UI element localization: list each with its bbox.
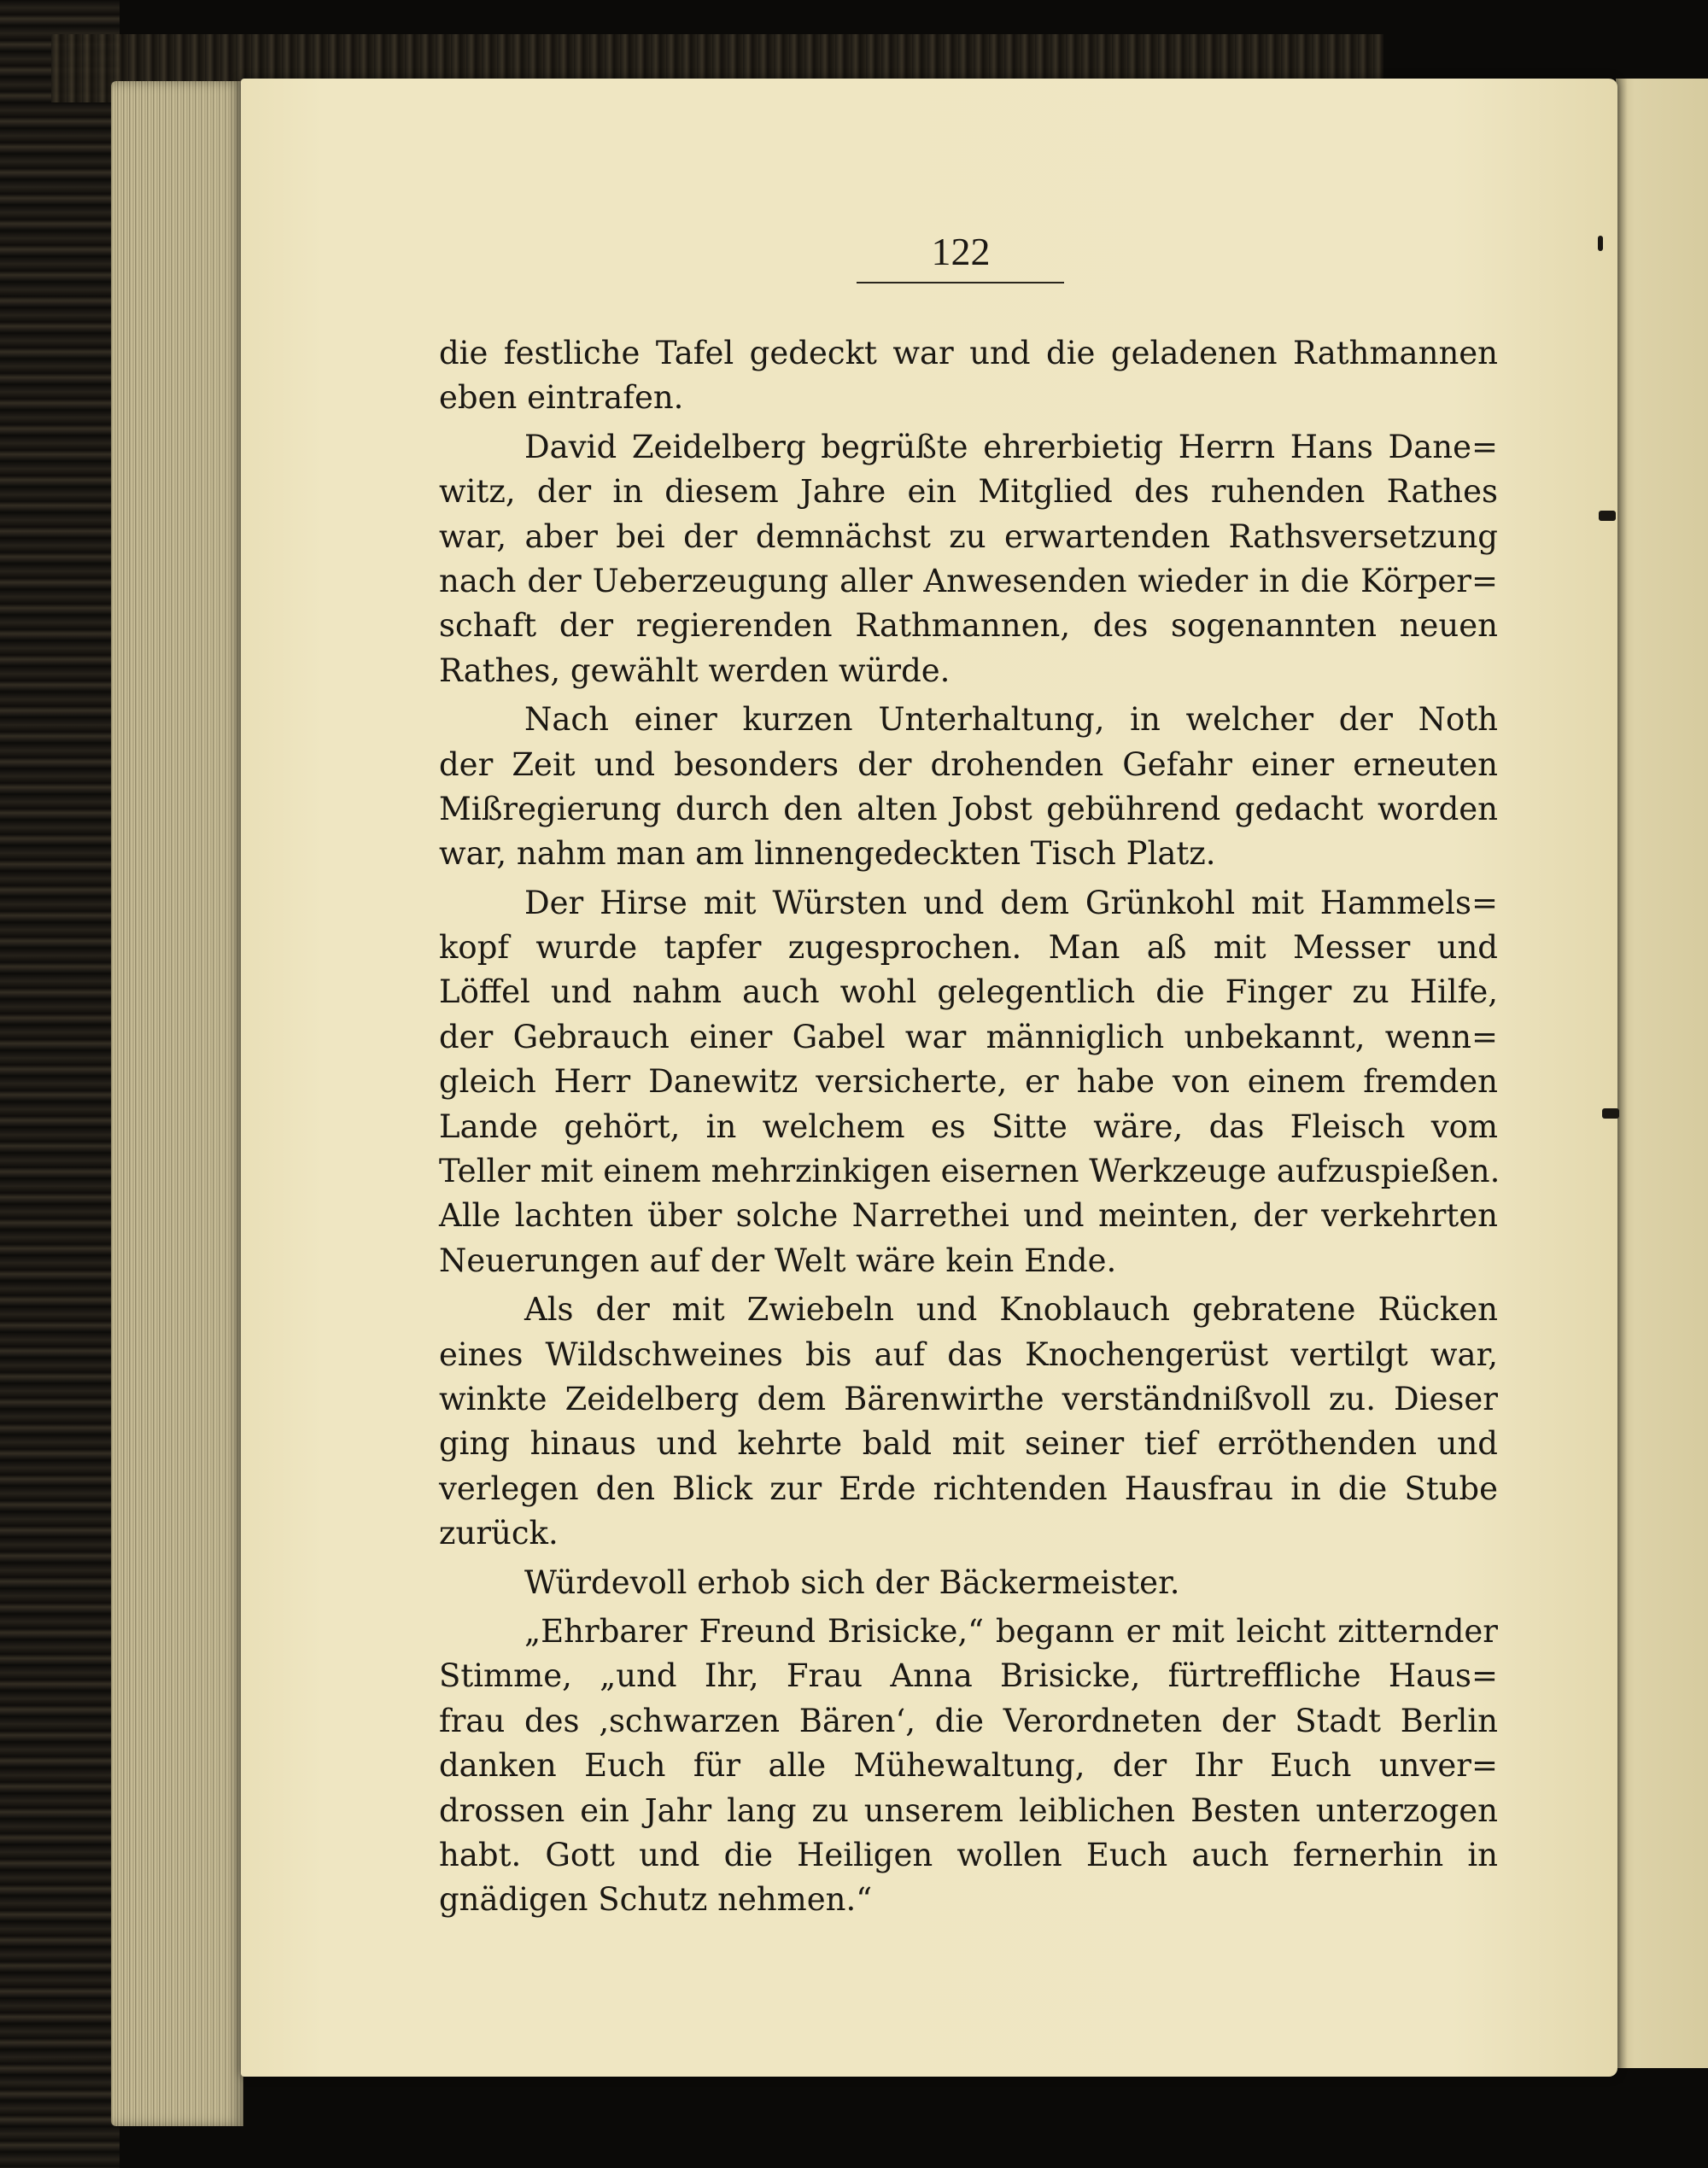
- text-line: ging hinaus und kehrte bald mit seiner tief erröthenden und: [439, 1425, 1498, 1463]
- paper-tab-mark: [1602, 1108, 1619, 1119]
- text-line: Als der mit Zwiebeln und Knoblauch gebratene Rücken: [524, 1291, 1498, 1329]
- paragraph: [439, 331, 1498, 421]
- text-line: Der Hirse mit Würsten und dem Grünkohl mit Hammels=: [524, 884, 1498, 921]
- page-number: 122: [931, 230, 991, 273]
- text-line: Neuerungen auf der Welt wäre kein Ende.: [439, 1242, 1117, 1279]
- paragraph: [439, 1610, 1498, 1923]
- paper-tab-mark: [1599, 511, 1616, 521]
- body-text: [439, 331, 1498, 1923]
- paragraph: [439, 425, 1498, 693]
- text-line: danken Euch für alle Mühewaltung, der Ihr Euch unver=: [439, 1747, 1498, 1785]
- paragraph: [439, 698, 1498, 877]
- paragraph: [439, 1288, 1498, 1556]
- text-line: gleich Herr Danewitz versicherte, er habe von einem fremden: [439, 1063, 1498, 1101]
- text-line: der Zeit und besonders der drohenden Gefahr einer erneuten: [439, 745, 1498, 783]
- text-line: die festliche Tafel gedeckt war und die geladenen Rathmannen: [439, 335, 1498, 371]
- text-line: nach der Ueberzeugung aller Anwesenden wieder in die Körper=: [439, 562, 1498, 599]
- text-line: Alle lachten über solche Narrethei und meinten, der verkehrten: [439, 1197, 1498, 1235]
- text-line: Rathes, gewählt werden würde.: [439, 652, 951, 689]
- text-line: winkte Zeidelberg dem Bärenwirthe verständnißvoll zu. Dieser: [439, 1380, 1498, 1417]
- book-cover-edge: [0, 0, 120, 2168]
- text-line: eben eintrafen.: [439, 379, 684, 417]
- paper-tab-mark: [1598, 236, 1603, 251]
- text-line: kopf wurde tapfer zugesprochen. Man aß mit Messer und: [439, 929, 1498, 967]
- text-line: zurück.: [439, 1515, 559, 1552]
- text-line: witz, der in diesem Jahre ein Mitglied des ruhenden Rathes: [439, 473, 1498, 511]
- text-line: „Ehrbarer Freund Brisicke,“ begann er mit leicht zitternder: [524, 1612, 1498, 1650]
- text-line: gnädigen Schutz nehmen.“: [439, 1881, 873, 1919]
- text-line: Würdevoll erhob sich der Bäckermeister.: [524, 1563, 1180, 1601]
- text-line: David Zeidelberg begrüßte ehrerbietig Herrn Hans Dane=: [524, 428, 1498, 465]
- text-line: Teller mit einem mehrzinkigen eisernen Werkzeuge aufzuspießen.: [439, 1153, 1500, 1190]
- text-line: Lande gehört, in welchem es Sitte wäre, das Fleisch vom: [439, 1107, 1498, 1145]
- text-line: war, nahm man am linnengedeckten Tisch Platz.: [439, 835, 1216, 873]
- text-line: verlegen den Blick zur Erde richtenden Hausfrau in die Stube: [439, 1470, 1498, 1507]
- text-line: war, aber bei der demnächst zu erwartenden Rathsversetzung: [439, 517, 1498, 555]
- text-line: Mißregierung durch den alten Jobst gebührend gedacht worden: [439, 790, 1498, 827]
- text-line: drossen ein Jahr lang zu unserem leiblichen Besten unterzogen: [439, 1791, 1498, 1829]
- text-line: frau des ‚schwarzen Bären‘, die Verordneten der Stadt Berlin: [439, 1702, 1498, 1739]
- text-line: Stimme, „und Ihr, Frau Anna Brisicke, fürtreffliche Haus=: [439, 1657, 1498, 1695]
- paragraph: [439, 881, 1498, 1284]
- text-line: schaft der regierenden Rathmannen, des sogenannten neuen: [439, 607, 1498, 645]
- text-line: Nach einer kurzen Unterhaltung, in welcher der Noth: [524, 701, 1498, 739]
- text-line: Löffel und nahm auch wohl gelegentlich die Finger zu Hilfe,: [439, 973, 1498, 1011]
- page-edges: [111, 81, 243, 2126]
- header-rule: [857, 282, 1064, 283]
- facing-page: [1616, 79, 1708, 2068]
- text-line: der Gebrauch einer Gabel war männiglich unbekannt, wenn=: [439, 1018, 1498, 1055]
- paragraph: [439, 1561, 1498, 1605]
- text-line: eines Wildschweines bis auf das Knochengerüst vertilgt war,: [439, 1335, 1498, 1373]
- text-line: habt. Gott und die Heiligen wollen Euch auch fernerhin in: [439, 1836, 1498, 1873]
